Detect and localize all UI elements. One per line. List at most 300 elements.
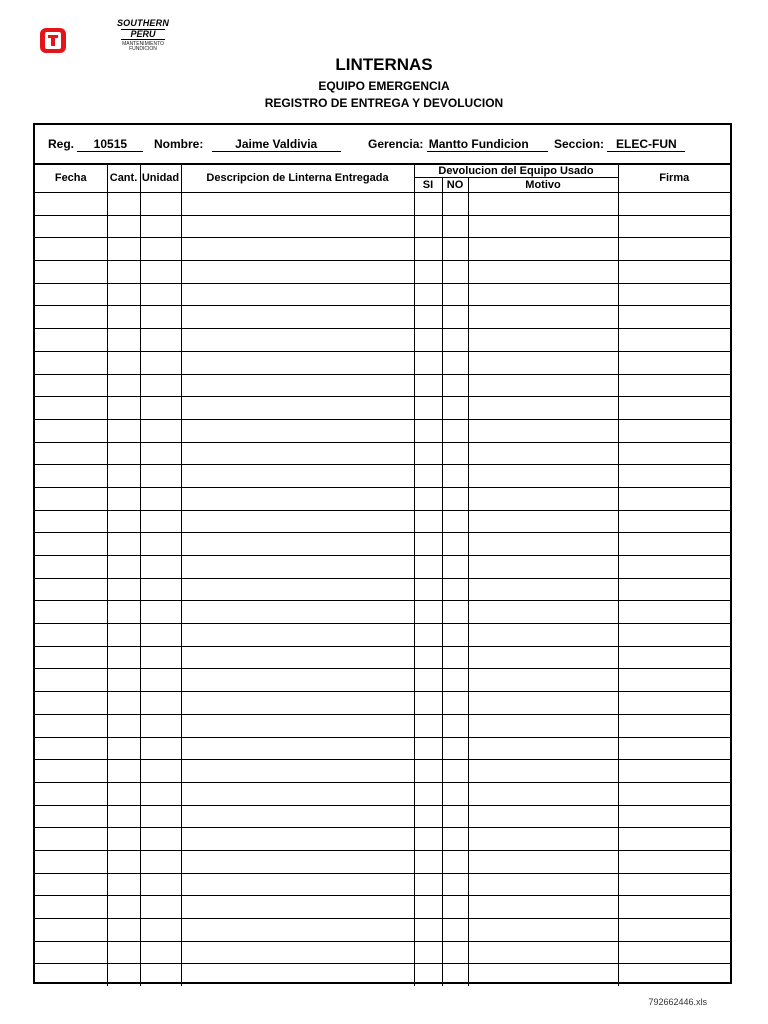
- cell-motivo[interactable]: [468, 919, 618, 942]
- cell-motivo[interactable]: [468, 850, 618, 873]
- cell-firma[interactable]: [618, 193, 730, 216]
- cell-motivo[interactable]: [468, 601, 618, 624]
- cell-fecha[interactable]: [35, 238, 107, 261]
- cell-motivo[interactable]: [468, 238, 618, 261]
- cell-no[interactable]: [442, 692, 468, 715]
- cell-cant[interactable]: [107, 556, 140, 579]
- cell-no[interactable]: [442, 374, 468, 397]
- cell-no[interactable]: [442, 215, 468, 238]
- cell-si[interactable]: [414, 397, 442, 420]
- seccion-value[interactable]: ELEC-FUN: [607, 137, 685, 152]
- cell-motivo[interactable]: [468, 714, 618, 737]
- table-row: [35, 919, 730, 942]
- cell-si[interactable]: [414, 374, 442, 397]
- cell-no[interactable]: [442, 646, 468, 669]
- cell-fecha[interactable]: [35, 919, 107, 942]
- cell-si[interactable]: [414, 238, 442, 261]
- cell-fecha[interactable]: [35, 306, 107, 329]
- cell-motivo[interactable]: [468, 215, 618, 238]
- header-descripcion: Descripcion de Linterna Entregada: [181, 165, 414, 193]
- cell-motivo[interactable]: [468, 306, 618, 329]
- cell-firma[interactable]: [618, 578, 730, 601]
- cell-cant[interactable]: [107, 306, 140, 329]
- cell-unidad[interactable]: [140, 850, 181, 873]
- cell-descripcion[interactable]: [181, 261, 414, 284]
- cell-descripcion[interactable]: [181, 215, 414, 238]
- cell-motivo[interactable]: [468, 646, 618, 669]
- cell-si[interactable]: [414, 850, 442, 873]
- reg-value[interactable]: 10515: [77, 137, 143, 152]
- cell-cant[interactable]: [107, 510, 140, 533]
- cell-unidad[interactable]: [140, 442, 181, 465]
- cell-descripcion[interactable]: [181, 669, 414, 692]
- cell-firma[interactable]: [618, 397, 730, 420]
- cell-descripcion[interactable]: [181, 510, 414, 533]
- cell-firma[interactable]: [618, 760, 730, 783]
- cell-descripcion[interactable]: [181, 714, 414, 737]
- cell-si[interactable]: [414, 215, 442, 238]
- cell-cant[interactable]: [107, 238, 140, 261]
- cell-si[interactable]: [414, 805, 442, 828]
- cell-motivo[interactable]: [468, 964, 618, 986]
- cell-unidad[interactable]: [140, 828, 181, 851]
- cell-si[interactable]: [414, 510, 442, 533]
- cell-firma[interactable]: [618, 805, 730, 828]
- cell-unidad[interactable]: [140, 419, 181, 442]
- cell-descripcion[interactable]: [181, 487, 414, 510]
- cell-fecha[interactable]: [35, 578, 107, 601]
- cell-descripcion[interactable]: [181, 896, 414, 919]
- cell-no[interactable]: [442, 238, 468, 261]
- cell-no[interactable]: [442, 737, 468, 760]
- cell-cant[interactable]: [107, 737, 140, 760]
- cell-firma[interactable]: [618, 692, 730, 715]
- cell-cant[interactable]: [107, 896, 140, 919]
- cell-cant[interactable]: [107, 919, 140, 942]
- cell-fecha[interactable]: [35, 828, 107, 851]
- cell-fecha[interactable]: [35, 374, 107, 397]
- table-row: [35, 419, 730, 442]
- cell-fecha[interactable]: [35, 487, 107, 510]
- cell-firma[interactable]: [618, 419, 730, 442]
- cell-firma[interactable]: [618, 850, 730, 873]
- cell-no[interactable]: [442, 669, 468, 692]
- cell-fecha[interactable]: [35, 465, 107, 488]
- cell-si[interactable]: [414, 465, 442, 488]
- cell-cant[interactable]: [107, 261, 140, 284]
- cell-firma[interactable]: [618, 306, 730, 329]
- cell-firma[interactable]: [618, 465, 730, 488]
- cell-firma[interactable]: [618, 782, 730, 805]
- cell-si[interactable]: [414, 487, 442, 510]
- cell-fecha[interactable]: [35, 193, 107, 216]
- cell-firma[interactable]: [618, 737, 730, 760]
- cell-fecha[interactable]: [35, 850, 107, 873]
- cell-no[interactable]: [442, 556, 468, 579]
- cell-descripcion[interactable]: [181, 805, 414, 828]
- cell-unidad[interactable]: [140, 238, 181, 261]
- cell-firma[interactable]: [618, 669, 730, 692]
- cell-motivo[interactable]: [468, 329, 618, 352]
- table-row: [35, 397, 730, 420]
- cell-unidad[interactable]: [140, 397, 181, 420]
- cell-descripcion[interactable]: [181, 941, 414, 964]
- cell-cant[interactable]: [107, 419, 140, 442]
- cell-no[interactable]: [442, 782, 468, 805]
- cell-si[interactable]: [414, 737, 442, 760]
- cell-descripcion[interactable]: [181, 737, 414, 760]
- cell-fecha[interactable]: [35, 760, 107, 783]
- cell-firma[interactable]: [618, 487, 730, 510]
- cell-cant[interactable]: [107, 442, 140, 465]
- cell-unidad[interactable]: [140, 193, 181, 216]
- gerencia-label: Gerencia:: [368, 137, 424, 151]
- cell-unidad[interactable]: [140, 919, 181, 942]
- cell-unidad[interactable]: [140, 646, 181, 669]
- cell-descripcion[interactable]: [181, 397, 414, 420]
- cell-descripcion[interactable]: [181, 374, 414, 397]
- cell-unidad[interactable]: [140, 556, 181, 579]
- cell-descripcion[interactable]: [181, 556, 414, 579]
- cell-firma[interactable]: [618, 964, 730, 986]
- cell-firma[interactable]: [618, 624, 730, 647]
- cell-fecha[interactable]: [35, 737, 107, 760]
- cell-fecha[interactable]: [35, 442, 107, 465]
- cell-cant[interactable]: [107, 533, 140, 556]
- cell-fecha[interactable]: [35, 782, 107, 805]
- cell-no[interactable]: [442, 964, 468, 986]
- cell-unidad[interactable]: [140, 782, 181, 805]
- cell-motivo[interactable]: [468, 465, 618, 488]
- cell-cant[interactable]: [107, 760, 140, 783]
- cell-cant[interactable]: [107, 941, 140, 964]
- cell-motivo[interactable]: [468, 692, 618, 715]
- cell-no[interactable]: [442, 805, 468, 828]
- cell-si[interactable]: [414, 873, 442, 896]
- cell-fecha[interactable]: [35, 215, 107, 238]
- cell-unidad[interactable]: [140, 533, 181, 556]
- cell-cant[interactable]: [107, 193, 140, 216]
- table-body: [35, 193, 730, 987]
- cell-si[interactable]: [414, 533, 442, 556]
- cell-unidad[interactable]: [140, 669, 181, 692]
- table-row: [35, 442, 730, 465]
- cell-motivo[interactable]: [468, 283, 618, 306]
- cell-fecha[interactable]: [35, 419, 107, 442]
- cell-motivo[interactable]: [468, 805, 618, 828]
- cell-descripcion[interactable]: [181, 601, 414, 624]
- cell-no[interactable]: [442, 896, 468, 919]
- cell-no[interactable]: [442, 193, 468, 216]
- cell-unidad[interactable]: [140, 896, 181, 919]
- cell-descripcion[interactable]: [181, 578, 414, 601]
- cell-unidad[interactable]: [140, 714, 181, 737]
- cell-si[interactable]: [414, 646, 442, 669]
- cell-no[interactable]: [442, 442, 468, 465]
- cell-unidad[interactable]: [140, 760, 181, 783]
- cell-firma[interactable]: [618, 533, 730, 556]
- cell-motivo[interactable]: [468, 578, 618, 601]
- cell-descripcion[interactable]: [181, 850, 414, 873]
- cell-si[interactable]: [414, 261, 442, 284]
- cell-unidad[interactable]: [140, 329, 181, 352]
- cell-firma[interactable]: [618, 329, 730, 352]
- cell-fecha[interactable]: [35, 805, 107, 828]
- cell-cant[interactable]: [107, 487, 140, 510]
- cell-unidad[interactable]: [140, 578, 181, 601]
- cell-fecha[interactable]: [35, 510, 107, 533]
- cell-unidad[interactable]: [140, 964, 181, 986]
- cell-unidad[interactable]: [140, 692, 181, 715]
- cell-fecha[interactable]: [35, 533, 107, 556]
- cell-descripcion[interactable]: [181, 692, 414, 715]
- cell-no[interactable]: [442, 351, 468, 374]
- cell-no[interactable]: [442, 397, 468, 420]
- cell-fecha[interactable]: [35, 714, 107, 737]
- cell-no[interactable]: [442, 419, 468, 442]
- cell-cant[interactable]: [107, 646, 140, 669]
- cell-firma[interactable]: [618, 238, 730, 261]
- cell-unidad[interactable]: [140, 624, 181, 647]
- cell-motivo[interactable]: [468, 487, 618, 510]
- cell-si[interactable]: [414, 760, 442, 783]
- cell-unidad[interactable]: [140, 374, 181, 397]
- cell-fecha[interactable]: [35, 329, 107, 352]
- cell-no[interactable]: [442, 941, 468, 964]
- table-row: [35, 215, 730, 238]
- cell-no[interactable]: [442, 283, 468, 306]
- cell-descripcion[interactable]: [181, 919, 414, 942]
- cell-firma[interactable]: [618, 261, 730, 284]
- cell-si[interactable]: [414, 193, 442, 216]
- cell-fecha[interactable]: [35, 601, 107, 624]
- cell-firma[interactable]: [618, 351, 730, 374]
- cell-motivo[interactable]: [468, 941, 618, 964]
- cell-fecha[interactable]: [35, 646, 107, 669]
- cell-unidad[interactable]: [140, 873, 181, 896]
- cell-unidad[interactable]: [140, 351, 181, 374]
- cell-unidad[interactable]: [140, 261, 181, 284]
- cell-no[interactable]: [442, 760, 468, 783]
- cell-motivo[interactable]: [468, 624, 618, 647]
- cell-descripcion[interactable]: [181, 964, 414, 986]
- table-row: [35, 828, 730, 851]
- cell-firma[interactable]: [618, 828, 730, 851]
- cell-cant[interactable]: [107, 964, 140, 986]
- gerencia-value[interactable]: Mantto Fundicion: [427, 137, 548, 152]
- cell-fecha[interactable]: [35, 283, 107, 306]
- cell-descripcion[interactable]: [181, 873, 414, 896]
- cell-unidad[interactable]: [140, 306, 181, 329]
- cell-firma[interactable]: [618, 941, 730, 964]
- cell-no[interactable]: [442, 873, 468, 896]
- cell-si[interactable]: [414, 442, 442, 465]
- cell-motivo[interactable]: [468, 261, 618, 284]
- cell-si[interactable]: [414, 306, 442, 329]
- cell-si[interactable]: [414, 896, 442, 919]
- cell-fecha[interactable]: [35, 692, 107, 715]
- cell-cant[interactable]: [107, 329, 140, 352]
- cell-cant[interactable]: [107, 624, 140, 647]
- cell-motivo[interactable]: [468, 374, 618, 397]
- cell-motivo[interactable]: [468, 533, 618, 556]
- cell-descripcion[interactable]: [181, 533, 414, 556]
- table-row: [35, 533, 730, 556]
- nombre-value[interactable]: Jaime Valdivia: [212, 137, 341, 152]
- cell-descripcion[interactable]: [181, 419, 414, 442]
- cell-descripcion[interactable]: [181, 329, 414, 352]
- cell-descripcion[interactable]: [181, 760, 414, 783]
- cell-motivo[interactable]: [468, 873, 618, 896]
- cell-cant[interactable]: [107, 578, 140, 601]
- cell-descripcion[interactable]: [181, 193, 414, 216]
- cell-firma[interactable]: [618, 896, 730, 919]
- cell-no[interactable]: [442, 850, 468, 873]
- cell-motivo[interactable]: [468, 782, 618, 805]
- cell-cant[interactable]: [107, 374, 140, 397]
- cell-motivo[interactable]: [468, 896, 618, 919]
- cell-unidad[interactable]: [140, 941, 181, 964]
- cell-no[interactable]: [442, 487, 468, 510]
- cell-motivo[interactable]: [468, 669, 618, 692]
- seccion-field: [554, 137, 685, 152]
- cell-descripcion[interactable]: [181, 351, 414, 374]
- cell-motivo[interactable]: [468, 828, 618, 851]
- cell-fecha[interactable]: [35, 873, 107, 896]
- table-row: [35, 714, 730, 737]
- cell-descripcion[interactable]: [181, 238, 414, 261]
- cell-motivo[interactable]: [468, 397, 618, 420]
- cell-firma[interactable]: [618, 714, 730, 737]
- cell-si[interactable]: [414, 669, 442, 692]
- cell-unidad[interactable]: [140, 601, 181, 624]
- cell-unidad[interactable]: [140, 737, 181, 760]
- cell-fecha[interactable]: [35, 941, 107, 964]
- table-row: [35, 465, 730, 488]
- cell-cant[interactable]: [107, 601, 140, 624]
- cell-firma[interactable]: [618, 919, 730, 942]
- cell-descripcion[interactable]: [181, 624, 414, 647]
- cell-unidad[interactable]: [140, 805, 181, 828]
- cell-motivo[interactable]: [468, 351, 618, 374]
- cell-motivo[interactable]: [468, 442, 618, 465]
- cell-no[interactable]: [442, 919, 468, 942]
- cell-si[interactable]: [414, 964, 442, 986]
- cell-fecha[interactable]: [35, 624, 107, 647]
- cell-cant[interactable]: [107, 873, 140, 896]
- cell-no[interactable]: [442, 578, 468, 601]
- cell-fecha[interactable]: [35, 964, 107, 986]
- cell-si[interactable]: [414, 714, 442, 737]
- table-row: [35, 964, 730, 986]
- cell-si[interactable]: [414, 351, 442, 374]
- cell-no[interactable]: [442, 510, 468, 533]
- cell-fecha[interactable]: [35, 261, 107, 284]
- cell-cant[interactable]: [107, 714, 140, 737]
- cell-motivo[interactable]: [468, 556, 618, 579]
- cell-si[interactable]: [414, 578, 442, 601]
- cell-motivo[interactable]: [468, 737, 618, 760]
- cell-cant[interactable]: [107, 850, 140, 873]
- cell-si[interactable]: [414, 283, 442, 306]
- cell-no[interactable]: [442, 601, 468, 624]
- cell-descripcion[interactable]: [181, 646, 414, 669]
- cell-fecha[interactable]: [35, 669, 107, 692]
- cell-descripcion[interactable]: [181, 306, 414, 329]
- cell-unidad[interactable]: [140, 487, 181, 510]
- cell-si[interactable]: [414, 782, 442, 805]
- cell-firma[interactable]: [618, 510, 730, 533]
- cell-firma[interactable]: [618, 283, 730, 306]
- cell-no[interactable]: [442, 465, 468, 488]
- cell-no[interactable]: [442, 624, 468, 647]
- cell-firma[interactable]: [618, 442, 730, 465]
- cell-descripcion[interactable]: [181, 782, 414, 805]
- cell-no[interactable]: [442, 261, 468, 284]
- cell-si[interactable]: [414, 601, 442, 624]
- cell-cant[interactable]: [107, 215, 140, 238]
- cell-unidad[interactable]: [140, 215, 181, 238]
- cell-firma[interactable]: [618, 215, 730, 238]
- cell-descripcion[interactable]: [181, 283, 414, 306]
- cell-cant[interactable]: [107, 669, 140, 692]
- cell-si[interactable]: [414, 919, 442, 942]
- cell-firma[interactable]: [618, 646, 730, 669]
- cell-si[interactable]: [414, 556, 442, 579]
- cell-cant[interactable]: [107, 692, 140, 715]
- cell-no[interactable]: [442, 714, 468, 737]
- cell-cant[interactable]: [107, 828, 140, 851]
- cell-no[interactable]: [442, 533, 468, 556]
- cell-firma[interactable]: [618, 601, 730, 624]
- cell-fecha[interactable]: [35, 351, 107, 374]
- cell-cant[interactable]: [107, 782, 140, 805]
- cell-si[interactable]: [414, 329, 442, 352]
- cell-descripcion[interactable]: [181, 442, 414, 465]
- cell-si[interactable]: [414, 419, 442, 442]
- cell-firma[interactable]: [618, 556, 730, 579]
- cell-si[interactable]: [414, 624, 442, 647]
- cell-cant[interactable]: [107, 283, 140, 306]
- cell-motivo[interactable]: [468, 510, 618, 533]
- cell-firma[interactable]: [618, 873, 730, 896]
- cell-descripcion[interactable]: [181, 465, 414, 488]
- cell-motivo[interactable]: [468, 193, 618, 216]
- cell-no[interactable]: [442, 306, 468, 329]
- cell-no[interactable]: [442, 329, 468, 352]
- cell-fecha[interactable]: [35, 397, 107, 420]
- cell-no[interactable]: [442, 828, 468, 851]
- company-name: [108, 19, 178, 52]
- cell-cant[interactable]: [107, 805, 140, 828]
- cell-descripcion[interactable]: [181, 828, 414, 851]
- cell-unidad[interactable]: [140, 510, 181, 533]
- cell-si[interactable]: [414, 692, 442, 715]
- cell-cant[interactable]: [107, 465, 140, 488]
- cell-fecha[interactable]: [35, 556, 107, 579]
- cell-si[interactable]: [414, 941, 442, 964]
- info-row: [35, 125, 730, 165]
- cell-motivo[interactable]: [468, 419, 618, 442]
- cell-cant[interactable]: [107, 397, 140, 420]
- cell-motivo[interactable]: [468, 760, 618, 783]
- cell-unidad[interactable]: [140, 465, 181, 488]
- cell-unidad[interactable]: [140, 283, 181, 306]
- cell-cant[interactable]: [107, 351, 140, 374]
- cell-firma[interactable]: [618, 374, 730, 397]
- cell-fecha[interactable]: [35, 896, 107, 919]
- cell-si[interactable]: [414, 828, 442, 851]
